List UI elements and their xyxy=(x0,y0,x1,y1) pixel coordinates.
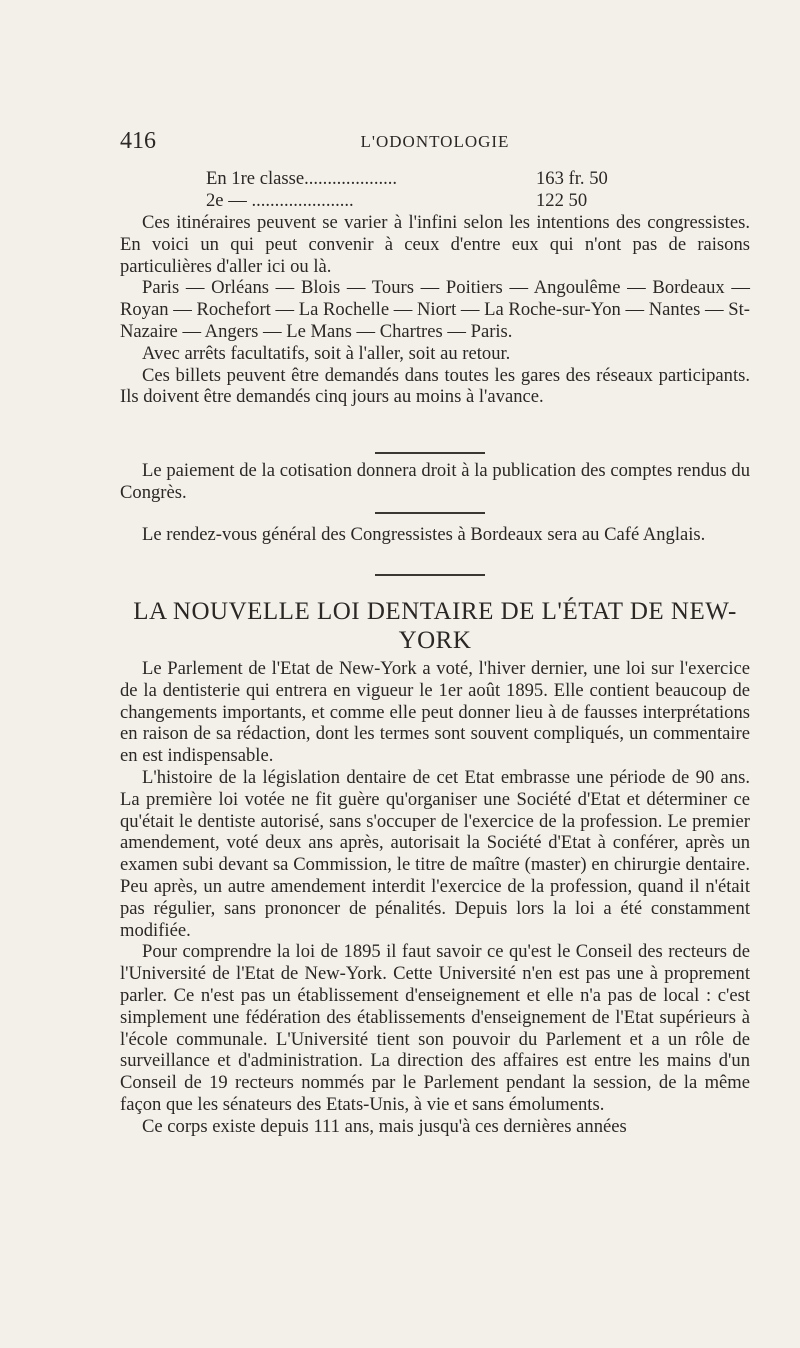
paragraph: Ce corps existe depuis 111 ans, mais jusqu'à ces dernières années xyxy=(142,1115,627,1137)
running-title: L'ODONTOLOGIE xyxy=(360,132,510,151)
payment-notice xyxy=(120,460,750,504)
section-divider xyxy=(375,574,485,576)
page-header xyxy=(120,128,750,158)
fare-label: 2e — ...................... xyxy=(206,190,354,211)
section-divider xyxy=(375,512,485,514)
article-body xyxy=(120,658,750,1138)
paragraph: Le rendez-vous général des Congressistes à Bordeaux sera au Café Anglais. xyxy=(142,524,706,545)
article-title: LA NOUVELLE LOI DENTAIRE DE L'ÉTAT DE NEW-YORK xyxy=(133,598,737,654)
route-paragraph: Paris — Orléans — Blois — Tours — Poitiers — Angoulême — Bordeaux — Royan — Rochefort — La Rochelle — Niort — La Roche-sur-Yon — Nantes — St-Nazaire — Angers — Le Mans — Chartres — Paris. xyxy=(120,277,750,342)
itinerary-section xyxy=(120,212,750,408)
paragraph: L'histoire de la législation dentaire de cet Etat embrasse une période de 90 ans. La première loi votée ne fit guère qu'organiser une Société d'Etat et déterminer ce qu'était le dentiste autorisé, sans s'occuper de l'exercice de la profession. Le premier amendement, voté deux ans après, autorisait la Société d'Etat à conférer, après un examen subi devant sa Commission, le titre de maître (master) en chirurgie dentaire. Peu après, un autre amendement interdit l'exercice de la profession, quand il n'était pas régulier, sans prononcer de pénalités. Depuis lors la loi a été constamment modifiée. xyxy=(120,766,750,941)
fare-label: En 1re classe.................... xyxy=(206,168,398,189)
paragraph: Pour comprendre la loi de 1895 il faut savoir ce qu'est le Conseil des recteurs de l'Université de l'Etat de New-York. Cette Université n'en est pas une à proprement parler. Ce n'est pas un établissement d'enseignement et elle n'a pas de local : c'est simplement une fédération des établissements d'enseignement de l'Etat supérieurs à l'école communale. L'Université tient son pouvoir du Parlement et a un rôle de surveillance et d'administration. La direction des affaires est entre les mains d'un Conseil de 19 recteurs nommés par le Parlement pendant la session, de la même façon que les sénateurs des Etats-Unis, à vie et sans émoluments. xyxy=(120,941,750,1115)
paragraph: Avec arrêts facultatifs, soit à l'aller, soit au retour. xyxy=(142,342,511,364)
page-number: 416 xyxy=(120,128,156,154)
paragraph: Ces billets peuvent être demandés dans toutes les gares des réseaux participants. Ils doivent être demandés cinq jours au moins à l'avance. xyxy=(120,364,750,408)
fare-row xyxy=(206,190,666,212)
paragraph: Ces itinéraires peuvent se varier à l'infini selon les intentions des congressistes. En voici un qui peut convenir à ceux d'entre eux qui n'ont pas de raisons particulières d'aller ici ou là. xyxy=(120,212,750,277)
section-divider xyxy=(375,452,485,454)
paragraph: Le Parlement de l'Etat de New-York a voté, l'hiver dernier, une loi sur l'exercice de la dentisterie qui entrera en vigueur le 1er août 1895. Elle contient beaucoup de changements importants, et comme elle peut donner lieu à de fausses interprétations en raison de sa rédaction, dont les termes sont souvent compliqués, un commentaire en est indispensable. xyxy=(120,658,750,767)
fare-row xyxy=(206,168,666,190)
fare-amount: 122 50 xyxy=(536,190,588,211)
paragraph: Le paiement de la cotisation donnera droit à la publication des comptes rendus du Congrès. xyxy=(120,460,750,503)
fare-table xyxy=(206,168,666,212)
meeting-notice xyxy=(120,524,750,546)
fare-amount: 163 fr. 50 xyxy=(536,168,608,189)
